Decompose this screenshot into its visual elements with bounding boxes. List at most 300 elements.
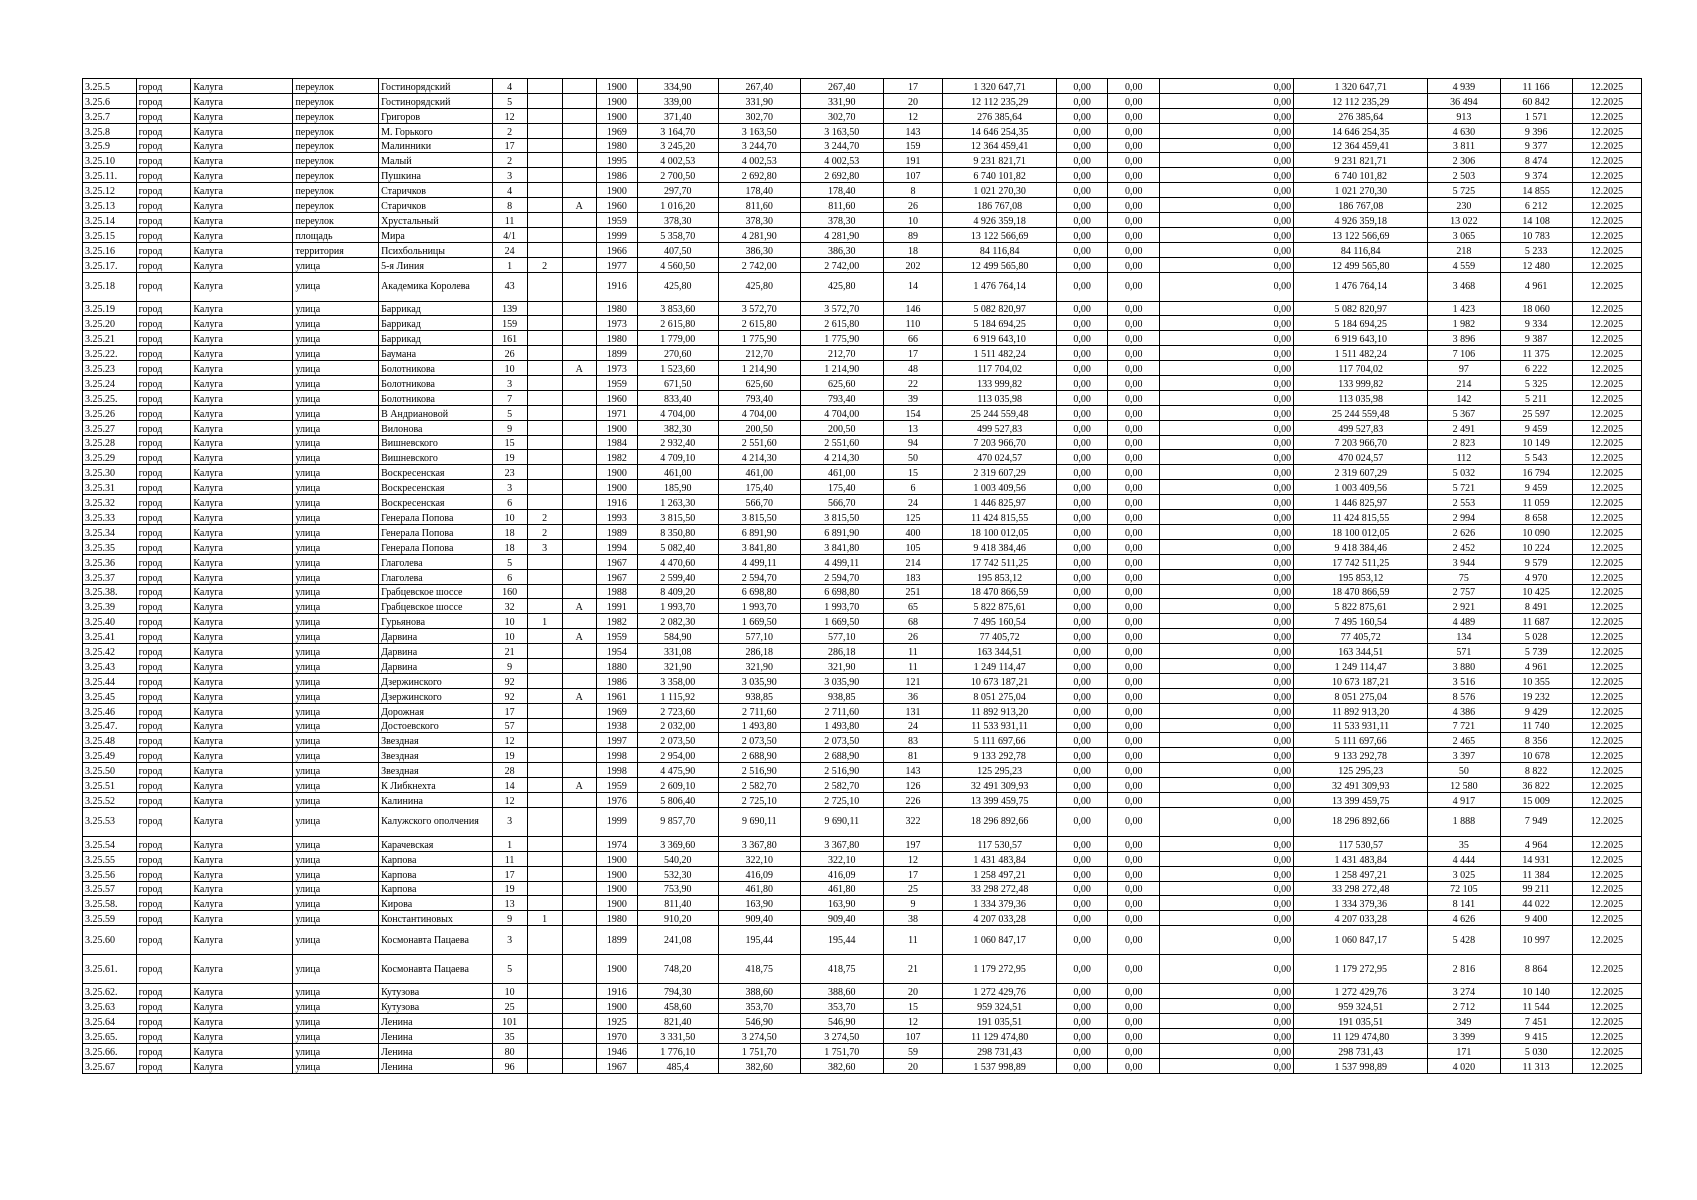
table-row — [83, 599, 1642, 614]
table-row — [83, 881, 1642, 896]
cell-cost-per-sqm: 4 630 — [1428, 123, 1500, 138]
cell-settlement-name: Калуга — [191, 984, 293, 999]
cell-settlement-name: Калуга — [191, 405, 293, 420]
cell-year-built: 1900 — [596, 955, 637, 984]
cell-cost-col-1: 0,00 — [1056, 629, 1108, 644]
cell-max-cost-per-sqm: 36 822 — [1500, 778, 1572, 793]
cell-year-built: 1925 — [596, 1013, 637, 1028]
table-row — [83, 1043, 1642, 1058]
cell-max-cost-per-sqm: 18 060 — [1500, 301, 1572, 316]
cell-repair-cost-total: 11 129 474,80 — [943, 1028, 1056, 1043]
cell-residents-count: 81 — [883, 748, 943, 763]
cell-street-type: улица — [293, 1013, 379, 1028]
cell-street-type: переулок — [293, 138, 379, 153]
cell-street-name: Психбольницы — [379, 242, 492, 257]
cell-total-area: 1 779,00 — [638, 331, 718, 346]
cell-row-number: 3.25.67 — [83, 1058, 137, 1073]
cell-cost-col-3: 0,00 — [1160, 718, 1294, 733]
cell-max-cost-per-sqm: 5 030 — [1500, 1043, 1572, 1058]
cell-living-area: 1 493,80 — [718, 718, 801, 733]
cell-row-number: 3.25.23 — [83, 361, 137, 376]
cell-house-number: 3 — [492, 926, 527, 955]
cell-premises-area: 3 035,90 — [801, 673, 884, 688]
cell-repair-cost-total: 14 646 254,35 — [943, 123, 1056, 138]
cell-total-area: 458,60 — [638, 999, 718, 1014]
cell-premises-area: 6 698,80 — [801, 584, 884, 599]
cell-repair-cost-owners: 1 179 272,95 — [1294, 955, 1428, 984]
cell-premises-area: 566,70 — [801, 495, 884, 510]
cell-cost-per-sqm: 3 468 — [1428, 272, 1500, 301]
cell-living-area: 3 244,70 — [718, 138, 801, 153]
cell-building-number: 2 — [527, 524, 562, 539]
cell-house-number: 57 — [492, 718, 527, 733]
cell-repair-cost-total: 1 334 379,36 — [943, 896, 1056, 911]
cell-settlement-type: город — [136, 524, 191, 539]
cell-building-number — [527, 881, 562, 896]
cell-cost-per-sqm: 5 725 — [1428, 183, 1500, 198]
cell-house-number: 23 — [492, 465, 527, 480]
cell-year-built: 1900 — [596, 851, 637, 866]
cell-repair-cost-owners: 25 244 559,48 — [1294, 405, 1428, 420]
cell-premises-area: 3 815,50 — [801, 510, 884, 525]
cell-row-number: 3.25.29 — [83, 450, 137, 465]
cell-house-number: 5 — [492, 554, 527, 569]
cell-year-built: 1998 — [596, 748, 637, 763]
cell-building-number — [527, 153, 562, 168]
cell-cost-col-1: 0,00 — [1056, 420, 1108, 435]
cell-settlement-type: город — [136, 688, 191, 703]
cell-cost-col-3: 0,00 — [1160, 123, 1294, 138]
cell-cost-col-2: 0,00 — [1108, 183, 1160, 198]
cell-settlement-type: город — [136, 435, 191, 450]
cell-cost-per-sqm: 230 — [1428, 198, 1500, 213]
cell-street-type: улица — [293, 807, 379, 836]
cell-letter — [562, 703, 596, 718]
cell-premises-area: 6 891,90 — [801, 524, 884, 539]
cell-total-area: 1 115,92 — [638, 688, 718, 703]
cell-street-type: улица — [293, 390, 379, 405]
cell-planned-date: 12.2025 — [1572, 450, 1641, 465]
cell-cost-per-sqm: 2 994 — [1428, 510, 1500, 525]
cell-settlement-type: город — [136, 644, 191, 659]
cell-cost-col-3: 0,00 — [1160, 390, 1294, 405]
cell-settlement-name: Калуга — [191, 599, 293, 614]
cell-house-number: 11 — [492, 851, 527, 866]
cell-living-area: 2 516,90 — [718, 763, 801, 778]
cell-street-name: Гостинорядский — [379, 79, 492, 94]
cell-residents-count: 6 — [883, 480, 943, 495]
cell-year-built: 1967 — [596, 569, 637, 584]
cell-settlement-name: Калуга — [191, 896, 293, 911]
cell-house-number: 5 — [492, 955, 527, 984]
cell-letter — [562, 539, 596, 554]
cell-total-area: 2 032,00 — [638, 718, 718, 733]
cell-building-number — [527, 316, 562, 331]
cell-street-name: Кутузова — [379, 984, 492, 999]
cell-max-cost-per-sqm: 11 740 — [1500, 718, 1572, 733]
cell-row-number: 3.25.11. — [83, 168, 137, 183]
cell-row-number: 3.25.64 — [83, 1013, 137, 1028]
cell-street-name: Вишневского — [379, 435, 492, 450]
cell-letter: А — [562, 198, 596, 213]
cell-cost-col-1: 0,00 — [1056, 614, 1108, 629]
cell-row-number: 3.25.35 — [83, 539, 137, 554]
cell-total-area: 8 409,20 — [638, 584, 718, 599]
cell-letter — [562, 390, 596, 405]
cell-row-number: 3.25.14 — [83, 213, 137, 228]
cell-living-area: 286,18 — [718, 644, 801, 659]
cell-repair-cost-owners: 12 499 565,80 — [1294, 257, 1428, 272]
cell-cost-col-2: 0,00 — [1108, 138, 1160, 153]
cell-cost-per-sqm: 4 489 — [1428, 614, 1500, 629]
cell-street-name: Ленина — [379, 1058, 492, 1073]
cell-settlement-type: город — [136, 896, 191, 911]
cell-row-number: 3.25.16 — [83, 242, 137, 257]
cell-residents-count: 191 — [883, 153, 943, 168]
cell-cost-col-1: 0,00 — [1056, 242, 1108, 257]
cell-residents-count: 50 — [883, 450, 943, 465]
cell-house-number: 5 — [492, 93, 527, 108]
cell-max-cost-per-sqm: 11 166 — [1500, 79, 1572, 94]
cell-max-cost-per-sqm: 9 334 — [1500, 316, 1572, 331]
cell-building-number — [527, 227, 562, 242]
cell-residents-count: 17 — [883, 866, 943, 881]
cell-letter — [562, 1013, 596, 1028]
cell-planned-date: 12.2025 — [1572, 881, 1641, 896]
cell-street-type: улица — [293, 748, 379, 763]
cell-planned-date: 12.2025 — [1572, 301, 1641, 316]
cell-cost-col-2: 0,00 — [1108, 614, 1160, 629]
table-row — [83, 911, 1642, 926]
cell-cost-col-3: 0,00 — [1160, 510, 1294, 525]
cell-building-number — [527, 926, 562, 955]
cell-street-name: Ленина — [379, 1028, 492, 1043]
cell-cost-col-2: 0,00 — [1108, 718, 1160, 733]
cell-building-number — [527, 1043, 562, 1058]
cell-year-built: 1880 — [596, 658, 637, 673]
cell-street-name: Космонавта Пацаева — [379, 926, 492, 955]
cell-street-type: переулок — [293, 93, 379, 108]
cell-building-number: 2 — [527, 510, 562, 525]
cell-street-type: улица — [293, 792, 379, 807]
cell-letter — [562, 673, 596, 688]
cell-planned-date: 12.2025 — [1572, 168, 1641, 183]
cell-settlement-type: город — [136, 955, 191, 984]
cell-premises-area: 9 690,11 — [801, 807, 884, 836]
cell-repair-cost-total: 9 418 384,46 — [943, 539, 1056, 554]
cell-total-area: 4 560,50 — [638, 257, 718, 272]
cell-settlement-type: город — [136, 183, 191, 198]
cell-repair-cost-total: 195 853,12 — [943, 569, 1056, 584]
cell-street-type: улица — [293, 1043, 379, 1058]
cell-cost-col-2: 0,00 — [1108, 673, 1160, 688]
cell-letter — [562, 984, 596, 999]
cell-house-number: 92 — [492, 688, 527, 703]
cell-settlement-name: Калуга — [191, 539, 293, 554]
cell-settlement-name: Калуга — [191, 465, 293, 480]
cell-cost-per-sqm: 3 811 — [1428, 138, 1500, 153]
cell-street-name: Малый — [379, 153, 492, 168]
cell-residents-count: 183 — [883, 569, 943, 584]
cell-street-name: Грабцевское шоссе — [379, 599, 492, 614]
cell-settlement-name: Калуга — [191, 213, 293, 228]
cell-cost-col-3: 0,00 — [1160, 346, 1294, 361]
cell-street-type: улица — [293, 984, 379, 999]
cell-premises-area: 2 742,00 — [801, 257, 884, 272]
cell-residents-count: 131 — [883, 703, 943, 718]
cell-cost-col-2: 0,00 — [1108, 599, 1160, 614]
cell-street-type: улица — [293, 524, 379, 539]
cell-max-cost-per-sqm: 9 377 — [1500, 138, 1572, 153]
cell-settlement-type: город — [136, 584, 191, 599]
cell-house-number: 9 — [492, 911, 527, 926]
cell-letter — [562, 168, 596, 183]
cell-max-cost-per-sqm: 9 374 — [1500, 168, 1572, 183]
cell-repair-cost-owners: 1 060 847,17 — [1294, 926, 1428, 955]
cell-premises-area: 4 499,11 — [801, 554, 884, 569]
cell-cost-col-3: 0,00 — [1160, 213, 1294, 228]
cell-street-name: Воскресенская — [379, 465, 492, 480]
cell-street-name: Карпова — [379, 881, 492, 896]
cell-cost-col-3: 0,00 — [1160, 629, 1294, 644]
cell-total-area: 1 993,70 — [638, 599, 718, 614]
table-row — [83, 495, 1642, 510]
cell-street-name: Мира — [379, 227, 492, 242]
cell-repair-cost-owners: 298 731,43 — [1294, 1043, 1428, 1058]
cell-repair-cost-owners: 2 319 607,29 — [1294, 465, 1428, 480]
cell-street-name: Баумана — [379, 346, 492, 361]
cell-repair-cost-owners: 5 184 694,25 — [1294, 316, 1428, 331]
cell-cost-per-sqm: 13 022 — [1428, 213, 1500, 228]
cell-settlement-type: город — [136, 108, 191, 123]
cell-repair-cost-total: 133 999,82 — [943, 376, 1056, 391]
cell-cost-col-2: 0,00 — [1108, 999, 1160, 1014]
cell-cost-col-3: 0,00 — [1160, 465, 1294, 480]
cell-cost-col-2: 0,00 — [1108, 658, 1160, 673]
cell-max-cost-per-sqm: 25 597 — [1500, 405, 1572, 420]
cell-residents-count: 20 — [883, 984, 943, 999]
cell-planned-date: 12.2025 — [1572, 778, 1641, 793]
cell-building-number — [527, 984, 562, 999]
cell-building-number — [527, 405, 562, 420]
cell-cost-col-2: 0,00 — [1108, 584, 1160, 599]
cell-building-number — [527, 450, 562, 465]
cell-living-area: 378,30 — [718, 213, 801, 228]
cell-letter — [562, 495, 596, 510]
cell-total-area: 5 358,70 — [638, 227, 718, 242]
cell-cost-col-3: 0,00 — [1160, 93, 1294, 108]
cell-repair-cost-total: 1 060 847,17 — [943, 926, 1056, 955]
cell-settlement-type: город — [136, 836, 191, 851]
cell-repair-cost-total: 1 249 114,47 — [943, 658, 1056, 673]
cell-max-cost-per-sqm: 11 384 — [1500, 866, 1572, 881]
cell-street-type: переулок — [293, 153, 379, 168]
cell-total-area: 833,40 — [638, 390, 718, 405]
cell-year-built: 1995 — [596, 153, 637, 168]
cell-cost-col-1: 0,00 — [1056, 465, 1108, 480]
table-body — [83, 79, 1642, 1074]
cell-cost-per-sqm: 3 065 — [1428, 227, 1500, 242]
table-row — [83, 554, 1642, 569]
cell-repair-cost-total: 959 324,51 — [943, 999, 1056, 1014]
cell-cost-col-2: 0,00 — [1108, 911, 1160, 926]
cell-living-area: 195,44 — [718, 926, 801, 955]
cell-living-area: 3 367,80 — [718, 836, 801, 851]
cell-repair-cost-total: 276 385,64 — [943, 108, 1056, 123]
cell-living-area: 4 002,53 — [718, 153, 801, 168]
cell-settlement-name: Калуга — [191, 658, 293, 673]
cell-cost-col-1: 0,00 — [1056, 495, 1108, 510]
cell-total-area: 811,40 — [638, 896, 718, 911]
cell-premises-area: 625,60 — [801, 376, 884, 391]
cell-repair-cost-total: 5 822 875,61 — [943, 599, 1056, 614]
cell-cost-col-2: 0,00 — [1108, 257, 1160, 272]
cell-repair-cost-owners: 33 298 272,48 — [1294, 881, 1428, 896]
cell-year-built: 1900 — [596, 999, 637, 1014]
cell-letter — [562, 242, 596, 257]
cell-year-built: 1969 — [596, 123, 637, 138]
cell-max-cost-per-sqm: 14 931 — [1500, 851, 1572, 866]
cell-letter: А — [562, 361, 596, 376]
cell-house-number: 3 — [492, 807, 527, 836]
cell-cost-col-1: 0,00 — [1056, 836, 1108, 851]
cell-street-type: улица — [293, 361, 379, 376]
cell-cost-col-2: 0,00 — [1108, 168, 1160, 183]
cell-settlement-type: город — [136, 480, 191, 495]
cell-planned-date: 12.2025 — [1572, 524, 1641, 539]
cell-repair-cost-total: 7 203 966,70 — [943, 435, 1056, 450]
cell-settlement-name: Калуга — [191, 346, 293, 361]
cell-planned-date: 12.2025 — [1572, 435, 1641, 450]
cell-residents-count: 8 — [883, 183, 943, 198]
cell-living-area: 3 274,50 — [718, 1028, 801, 1043]
cell-row-number: 3.25.17. — [83, 257, 137, 272]
cell-house-number: 80 — [492, 1043, 527, 1058]
cell-cost-col-2: 0,00 — [1108, 390, 1160, 405]
cell-repair-cost-owners: 77 405,72 — [1294, 629, 1428, 644]
cell-cost-col-3: 0,00 — [1160, 955, 1294, 984]
cell-row-number: 3.25.18 — [83, 272, 137, 301]
cell-letter — [562, 999, 596, 1014]
cell-max-cost-per-sqm: 10 678 — [1500, 748, 1572, 763]
cell-premises-area: 3 274,50 — [801, 1028, 884, 1043]
cell-street-name: Кутузова — [379, 999, 492, 1014]
cell-settlement-name: Калуга — [191, 866, 293, 881]
cell-building-number — [527, 138, 562, 153]
cell-cost-col-2: 0,00 — [1108, 688, 1160, 703]
cell-street-type: переулок — [293, 198, 379, 213]
cell-cost-col-3: 0,00 — [1160, 480, 1294, 495]
cell-premises-area: 388,60 — [801, 984, 884, 999]
table-row — [83, 955, 1642, 984]
cell-cost-col-2: 0,00 — [1108, 153, 1160, 168]
cell-cost-per-sqm: 571 — [1428, 644, 1500, 659]
cell-planned-date: 12.2025 — [1572, 851, 1641, 866]
cell-house-number: 4 — [492, 183, 527, 198]
cell-premises-area: 378,30 — [801, 213, 884, 228]
cell-street-name: Хрустальный — [379, 213, 492, 228]
cell-cost-col-3: 0,00 — [1160, 198, 1294, 213]
cell-row-number: 3.25.63 — [83, 999, 137, 1014]
cell-residents-count: 9 — [883, 896, 943, 911]
cell-living-area: 811,60 — [718, 198, 801, 213]
cell-settlement-type: город — [136, 93, 191, 108]
cell-building-number — [527, 123, 562, 138]
cell-total-area: 4 475,90 — [638, 763, 718, 778]
cell-row-number: 3.25.58. — [83, 896, 137, 911]
cell-building-number — [527, 108, 562, 123]
cell-street-name: Дзержинского — [379, 673, 492, 688]
cell-house-number: 160 — [492, 584, 527, 599]
cell-repair-cost-total: 1 021 270,30 — [943, 183, 1056, 198]
cell-cost-col-2: 0,00 — [1108, 93, 1160, 108]
cell-cost-col-1: 0,00 — [1056, 1028, 1108, 1043]
cell-letter — [562, 614, 596, 629]
cell-repair-cost-total: 470 024,57 — [943, 450, 1056, 465]
cell-cost-col-1: 0,00 — [1056, 584, 1108, 599]
table-row — [83, 198, 1642, 213]
cell-repair-cost-owners: 1 258 497,21 — [1294, 866, 1428, 881]
cell-settlement-type: город — [136, 999, 191, 1014]
cell-cost-col-3: 0,00 — [1160, 748, 1294, 763]
cell-cost-col-2: 0,00 — [1108, 896, 1160, 911]
cell-house-number: 92 — [492, 673, 527, 688]
cell-residents-count: 126 — [883, 778, 943, 793]
cell-year-built: 1938 — [596, 718, 637, 733]
cell-street-type: улица — [293, 778, 379, 793]
cell-building-number — [527, 673, 562, 688]
table-row — [83, 510, 1642, 525]
cell-year-built: 1989 — [596, 524, 637, 539]
cell-total-area: 2 723,60 — [638, 703, 718, 718]
cell-premises-area: 4 704,00 — [801, 405, 884, 420]
cell-settlement-type: город — [136, 614, 191, 629]
cell-street-type: переулок — [293, 123, 379, 138]
cell-residents-count: 202 — [883, 257, 943, 272]
cell-row-number: 3.25.24 — [83, 376, 137, 391]
cell-settlement-name: Калуга — [191, 1058, 293, 1073]
cell-letter — [562, 510, 596, 525]
cell-street-name: Пушкина — [379, 168, 492, 183]
cell-repair-cost-owners: 163 344,51 — [1294, 644, 1428, 659]
cell-premises-area: 1 669,50 — [801, 614, 884, 629]
cell-planned-date: 12.2025 — [1572, 955, 1641, 984]
cell-total-area: 5 806,40 — [638, 792, 718, 807]
cell-cost-col-2: 0,00 — [1108, 420, 1160, 435]
table-row — [83, 1013, 1642, 1028]
cell-row-number: 3.25.22. — [83, 346, 137, 361]
cell-living-area: 2 688,90 — [718, 748, 801, 763]
cell-cost-col-2: 0,00 — [1108, 524, 1160, 539]
cell-cost-col-3: 0,00 — [1160, 866, 1294, 881]
cell-street-type: улица — [293, 301, 379, 316]
table-row — [83, 1058, 1642, 1073]
cell-street-name: Академика Королева — [379, 272, 492, 301]
cell-settlement-name: Калуга — [191, 272, 293, 301]
cell-row-number: 3.25.13 — [83, 198, 137, 213]
cell-settlement-name: Калуга — [191, 524, 293, 539]
cell-premises-area: 353,70 — [801, 999, 884, 1014]
cell-cost-col-2: 0,00 — [1108, 539, 1160, 554]
cell-settlement-type: город — [136, 733, 191, 748]
cell-repair-cost-owners: 12 364 459,41 — [1294, 138, 1428, 153]
cell-letter — [562, 465, 596, 480]
cell-residents-count: 11 — [883, 658, 943, 673]
cell-repair-cost-owners: 9 231 821,71 — [1294, 153, 1428, 168]
cell-settlement-name: Калуга — [191, 703, 293, 718]
cell-total-area: 821,40 — [638, 1013, 718, 1028]
cell-repair-cost-owners: 499 527,83 — [1294, 420, 1428, 435]
